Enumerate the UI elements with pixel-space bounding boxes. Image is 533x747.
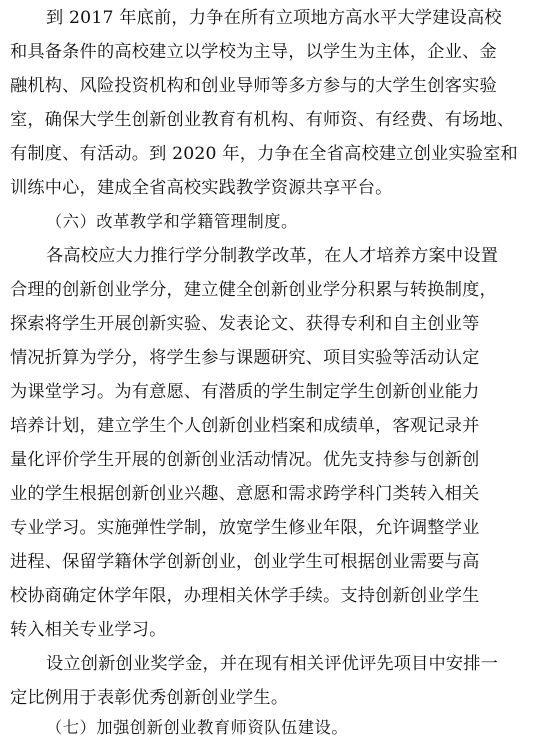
paragraph-3-line-2: 定比例用于表彰优秀创新创业学生。 [10,688,289,708]
paragraph-1-line-4: 室，确保大学生创新创业教育有机构、有师资、有经费、有场地、 [10,110,515,130]
section-heading-6: （六）改革教学和学籍管理制度。 [46,212,298,231]
paragraph-2-line-9: 专业学习。实施弹性学制，放宽学生修业年限，允许调整学业 [10,518,480,538]
paragraph-1-line-1: 到 2017 年底前，力争在所有立项地方高水平大学建设高校 [46,8,502,28]
paragraph-2-line-12: 转入相关专业学习。 [10,620,167,640]
paragraph-2-line-1: 各高校应大力推行学分制教学改革，在人才培养方案中设置 [46,246,499,266]
paragraph-1-line-6: 训练中心，建成全省高校实践教学资源共享平台。 [10,178,393,198]
paragraph-2-line-11: 校协商确定休学年限，办理相关休学手续。支持创新创业学生 [10,586,480,606]
paragraph-2-line-6: 培养计划，建立学生个人创新创业档案和成绩单，客观记录并 [10,416,480,436]
paragraph-2-line-10: 进程、保留学籍休学创新创业，创业学生可根据创业需要与高 [10,552,480,572]
paragraph-3-line-1: 设立创新创业奖学金，并在现有相关评优评先项目中安排一 [46,654,499,674]
section-heading-7: （七）加强创新创业教育师资队伍建设。 [46,718,349,737]
paragraph-2-line-5: 为课堂学习。为有意愿、有潜质的学生制定学生创新创业能力 [10,382,480,402]
paragraph-2-line-2: 合理的创新创业学分，建立健全创新创业学分积累与转换制度， [10,280,497,300]
paragraph-2-line-3: 探索将学生开展创新实验、发表论文、获得专利和自主创业等 [10,314,480,334]
paragraph-1-line-5: 有制度、有活动。到 2020 年，力争在全省高校建立创业实验室和 [10,144,518,164]
paragraph-2-line-7: 量化评价学生开展的创新创业活动情况。优先支持参与创新创 [10,450,480,470]
paragraph-2-line-8: 业的学生根据创新创业兴趣、意愿和需求跨学科门类转入相关 [10,484,480,504]
paragraph-1-line-3: 融机构、风险投资机构和创业导师等多方参与的大学生创客实验 [10,76,497,96]
paragraph-2-line-4: 情况折算为学分，将学生参与课题研究、项目实验等活动认定 [10,348,480,368]
paragraph-1-line-2: 和具备条件的高校建立以学校为主导，以学生为主体，企业、金 [10,42,497,62]
